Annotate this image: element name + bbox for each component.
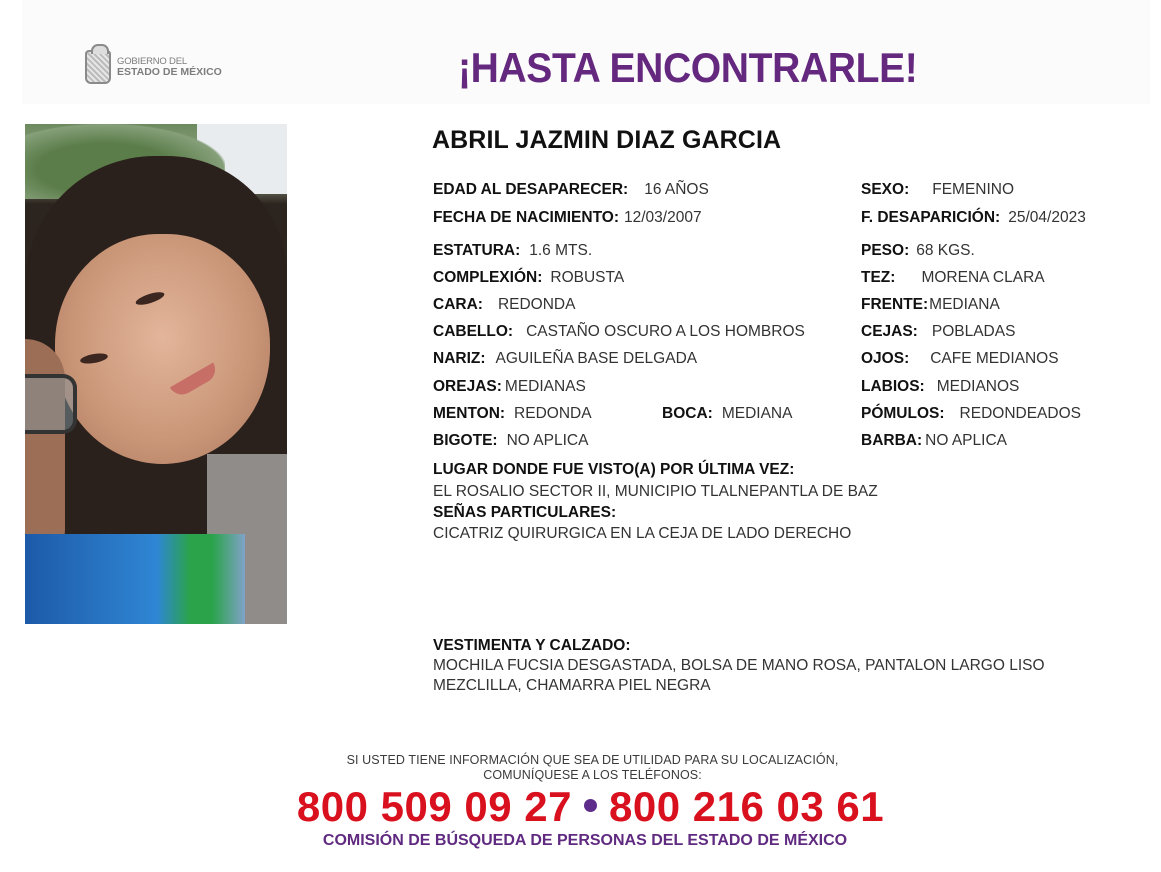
commission-name: COMISIÓN DE BÚSQUEDA DE PERSONAS DEL ESTADO DE MÉXICO [322, 832, 848, 849]
field-cabello [433, 323, 805, 341]
photo-glasses [25, 374, 77, 434]
field-label: BARBA: [861, 432, 923, 449]
field-nacimiento [433, 209, 702, 227]
field-ojos [861, 350, 1059, 368]
field-estatura [433, 242, 592, 260]
field-value: AGUILEÑA BASE DELGADA [495, 350, 698, 367]
field-label: BOCA: [662, 405, 713, 422]
field-value: FEMENINO [932, 181, 1015, 198]
photo-jacket [25, 534, 245, 624]
person-name: ABRIL JAZMIN DIAZ GARCIA [432, 126, 782, 154]
field-label: CARA: [433, 296, 483, 313]
field-cara [433, 296, 575, 314]
field-labios [861, 378, 1019, 396]
field-label: BIGOTE: [433, 432, 498, 449]
phone-2[interactable]: 800 216 03 61 [609, 783, 885, 830]
field-value: NO APLICA [506, 432, 589, 449]
field-label: EDAD AL DESAPARECER: [433, 181, 629, 198]
field-value: REDONDA [514, 405, 592, 422]
field-orejas [433, 378, 586, 396]
headline: ¡HASTA ENCONTRARLE! [458, 44, 918, 91]
field-value: 25/04/2023 [1008, 209, 1086, 226]
field-label: COMPLEXIÓN: [433, 269, 543, 286]
field-label: MENTON: [433, 405, 506, 422]
marks-title: SEÑAS PARTICULARES: [433, 504, 617, 521]
field-cejas [861, 323, 1015, 341]
field-boca [662, 405, 792, 423]
field-value: 1.6 MTS. [529, 242, 593, 259]
footer-note-line2: COMUNÍQUESE A LOS TELÉFONOS: [483, 768, 702, 782]
phone-numbers [0, 783, 1161, 831]
field-value: REDONDA [497, 296, 576, 313]
field-barba [861, 432, 1007, 450]
field-value: REDONDEADOS [959, 405, 1081, 422]
logo-line1: GOBIERNO DEL [117, 56, 187, 67]
person-photo [25, 124, 287, 624]
bullet-icon [584, 799, 597, 812]
field-value: 16 AÑOS [644, 181, 709, 198]
field-value: MEDIANAS [504, 378, 586, 395]
field-value: MEDIANA [721, 405, 793, 422]
field-pomulos [861, 405, 1081, 423]
field-nariz [433, 350, 697, 368]
field-value: CASTAÑO OSCURO A LOS HOMBROS [526, 323, 805, 340]
field-frente [861, 296, 1000, 314]
field-value: 68 KGS. [916, 242, 975, 259]
field-label: ESTATURA: [433, 242, 521, 259]
field-edad [433, 181, 709, 199]
logo-line2: ESTADO DE MÉXICO [117, 66, 222, 78]
field-value: MEDIANA [929, 296, 1000, 313]
government-logo [85, 50, 222, 84]
marks-text: CICATRIZ QUIRURGICA EN LA CEJA DE LADO DERECHO [433, 525, 852, 542]
field-value: ROBUSTA [550, 269, 625, 286]
footer-note-line1: SI USTED TIENE INFORMACIÓN QUE SEA DE UTILIDAD PARA SU LOCALIZACIÓN, [346, 753, 839, 767]
field-peso [861, 242, 975, 260]
logo-text [117, 56, 222, 78]
field-label: FRENTE: [861, 296, 929, 313]
field-label: CABELLO: [433, 323, 514, 340]
field-label: TEZ: [861, 269, 896, 286]
field-label: PÓMULOS: [861, 405, 945, 422]
photo-face [55, 234, 270, 464]
field-value: NO APLICA [925, 432, 1007, 449]
field-label: OJOS: [861, 350, 910, 367]
field-tez [861, 269, 1045, 287]
clothing-line1: MOCHILA FUCSIA DESGASTADA, BOLSA DE MANO ROSA, PANTALON LARGO LISO [433, 657, 1045, 674]
last-seen-text: EL ROSALIO SECTOR II, MUNICIPIO TLALNEPANTLA DE BAZ [433, 483, 878, 500]
field-sexo [861, 181, 1014, 199]
field-desaparicion [861, 209, 1086, 227]
field-menton [433, 405, 592, 423]
field-value: POBLADAS [931, 323, 1016, 340]
field-label: NARIZ: [433, 350, 486, 367]
field-value: MORENA CLARA [921, 269, 1045, 286]
field-complexion [433, 269, 624, 287]
last-seen-title: LUGAR DONDE FUE VISTO(A) POR ÚLTIMA VEZ: [433, 461, 795, 478]
field-label: FECHA DE NACIMIENTO: [433, 209, 619, 226]
clothing-line2: MEZCLILLA, CHAMARRA PIEL NEGRA [433, 677, 711, 694]
field-label: PESO: [861, 242, 910, 259]
field-label: F. DESAPARICIÓN: [861, 209, 1001, 226]
field-bigote [433, 432, 588, 450]
field-label: CEJAS: [861, 323, 918, 340]
field-value: 12/03/2007 [624, 209, 702, 226]
field-label: SEXO: [861, 181, 910, 198]
field-value: CAFE MEDIANOS [930, 350, 1059, 367]
coat-of-arms-icon [85, 50, 111, 84]
clothing-title: VESTIMENTA Y CALZADO: [433, 637, 631, 654]
field-value: MEDIANOS [936, 378, 1020, 395]
phone-1[interactable]: 800 509 09 27 [296, 783, 572, 830]
field-label: OREJAS: [433, 378, 502, 395]
field-label: LABIOS: [861, 378, 925, 395]
